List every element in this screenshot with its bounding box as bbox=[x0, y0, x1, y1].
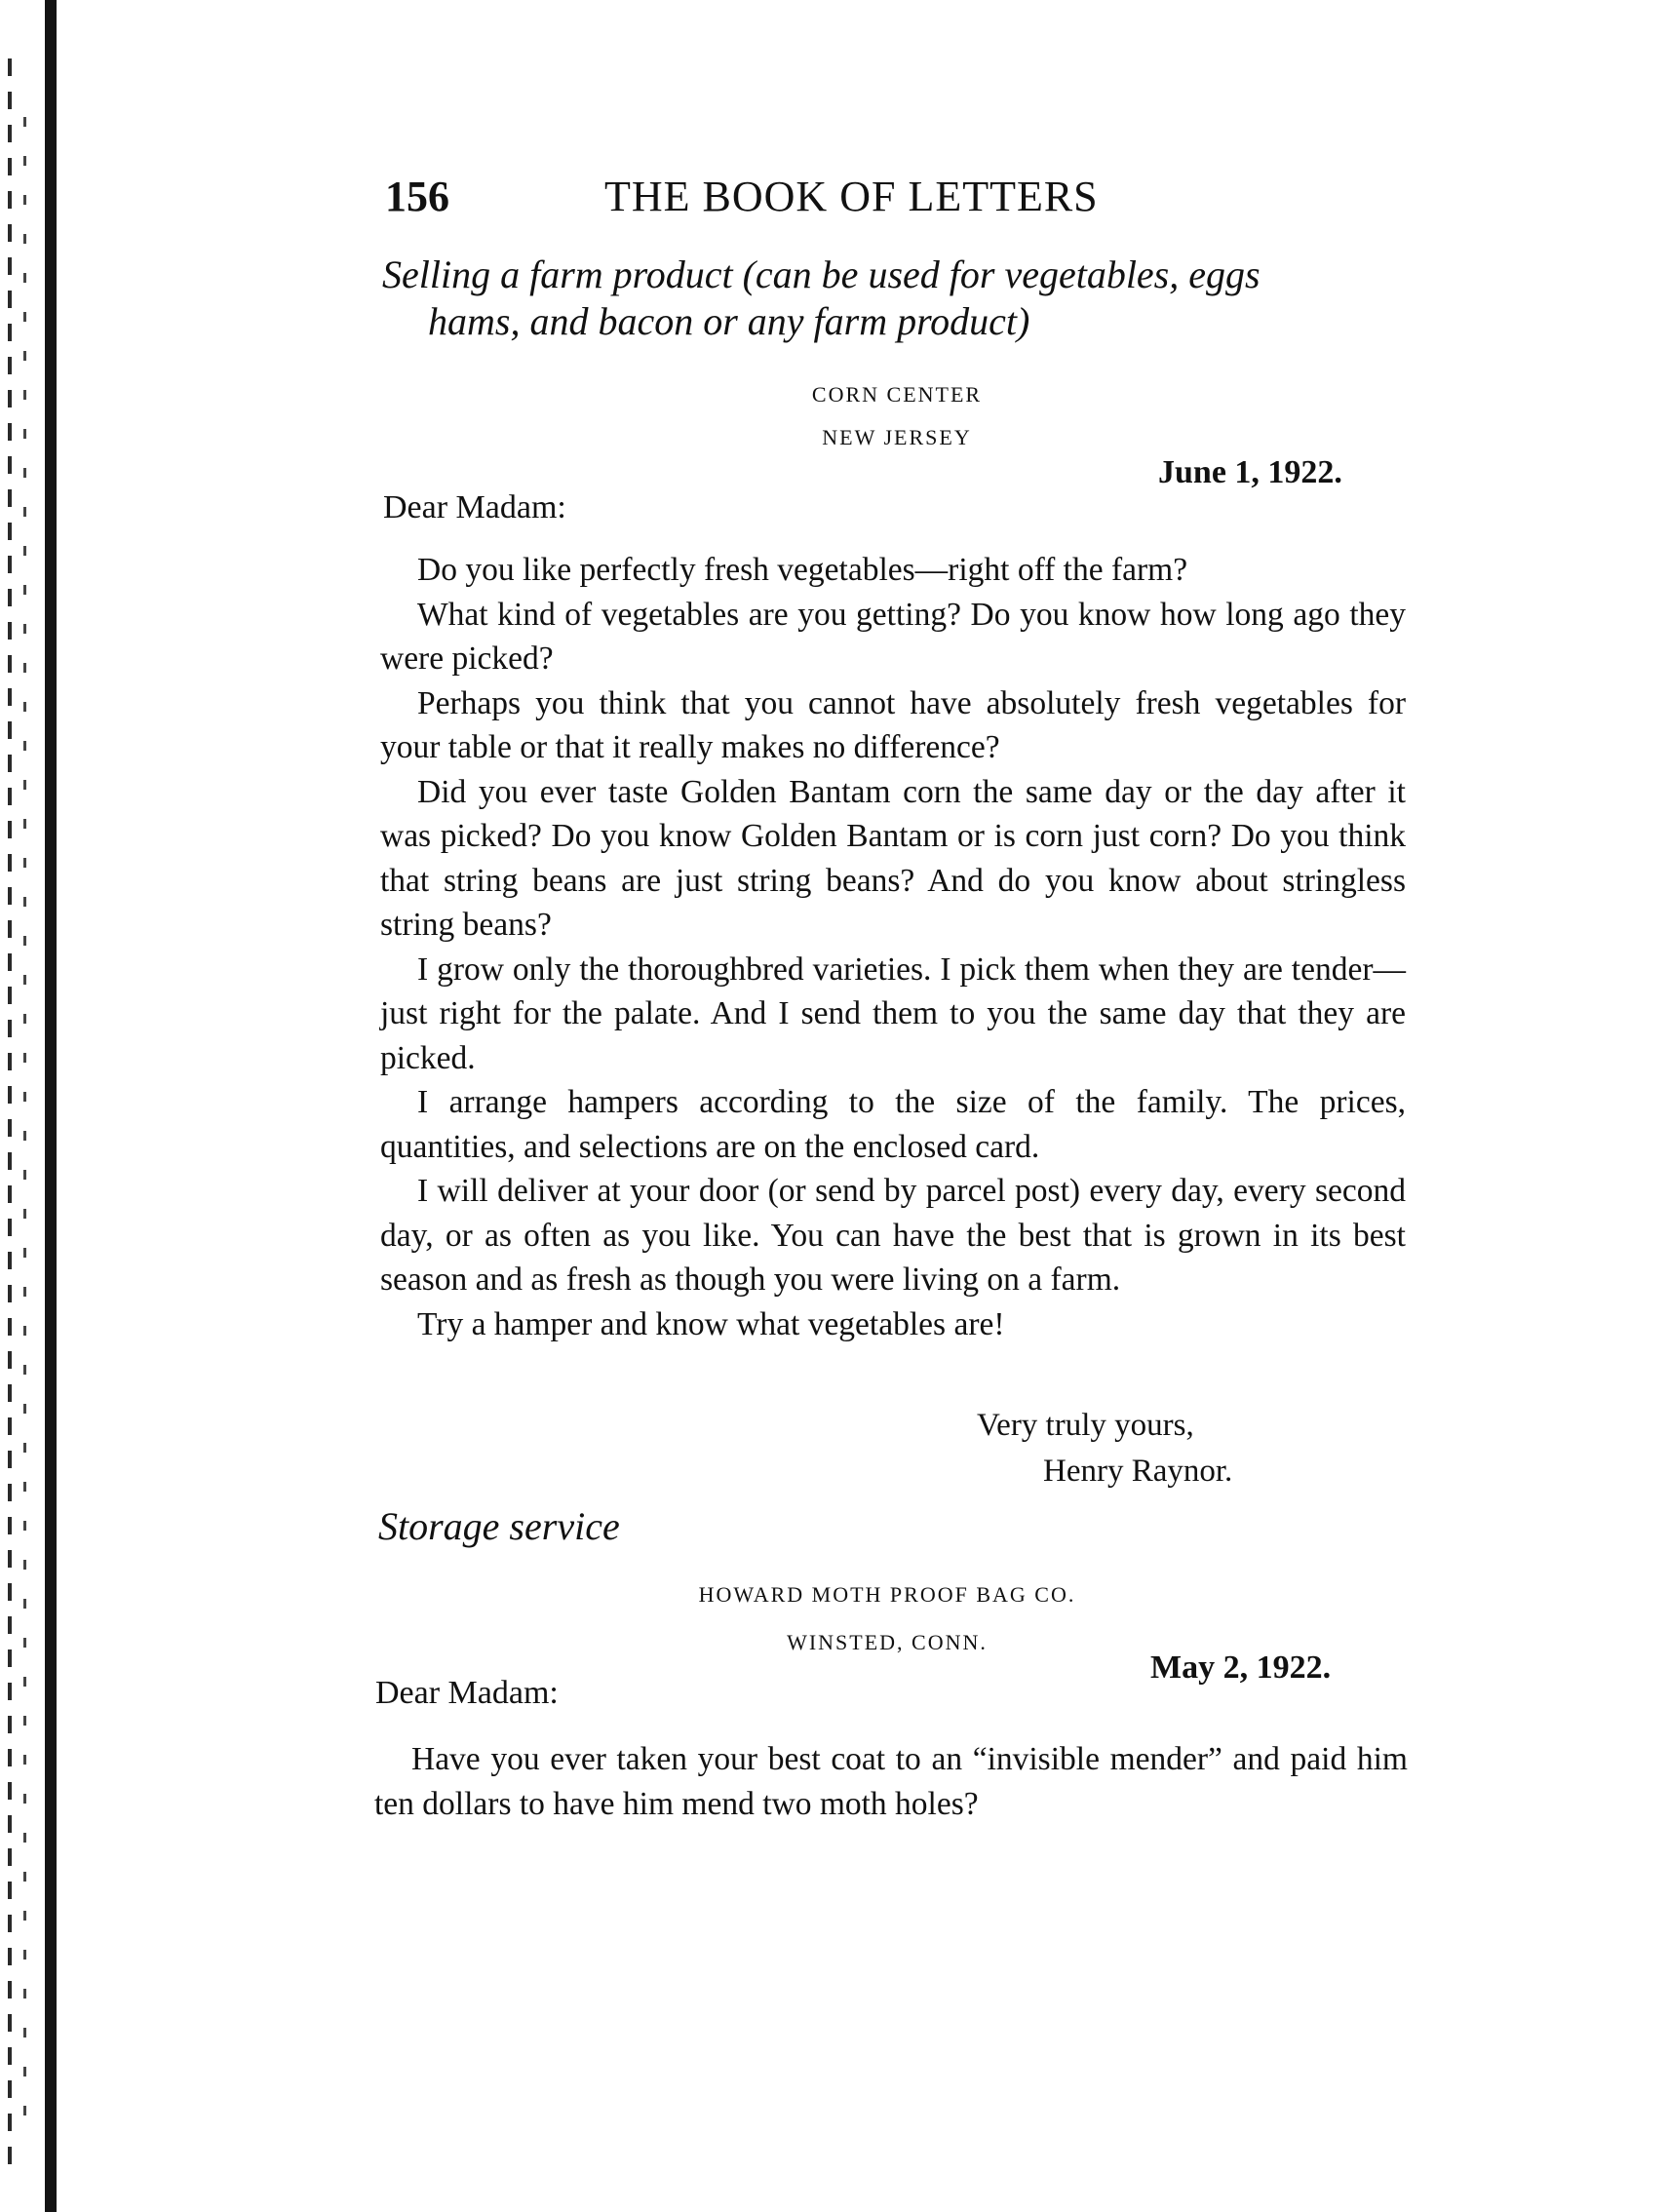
section-title-line: Storage service bbox=[378, 1504, 620, 1548]
signature: Henry Raynor. bbox=[1043, 1454, 1233, 1489]
paragraph: What kind of vegetables are you getting? Do you know how long ago they were picked? bbox=[380, 596, 1406, 677]
paragraph: Perhaps you think that you cannot have absolutely fresh vegetables for your table or that it really makes no difference? bbox=[380, 684, 1406, 765]
paragraph: I arrange hampers according to the size of the family. The prices, quantities, and selections are on the enclosed card. bbox=[380, 1084, 1406, 1165]
paragraph: Try a hamper and know what vegetables are! bbox=[417, 1305, 1005, 1342]
paragraph: Have you ever taken your best coat to an “invisible mender” and paid him ten dollars to have him mend two moth holes? bbox=[374, 1741, 1408, 1822]
letter-body bbox=[380, 548, 1406, 1346]
paragraph: I will deliver at your door (or send by parcel post) every day, every second day, or as often as you like. You can have the best that is grown in its best season and as fresh as though you were living on a farm. bbox=[380, 1173, 1406, 1298]
complimentary-close: Very truly yours, bbox=[977, 1408, 1194, 1443]
paragraph: I grow only the thoroughbred varieties. I pick them when they are tender—just right for the palate. And I send them to you the same day that they are picked. bbox=[380, 951, 1406, 1076]
sender-address-line: HOWARD MOTH PROOF BAG CO. bbox=[698, 1582, 1076, 1607]
letter-body bbox=[374, 1737, 1408, 1826]
sender-address-line: WINSTED, CONN. bbox=[787, 1630, 988, 1654]
salutation: Dear Madam: bbox=[383, 489, 566, 525]
letter-date: May 2, 1922. bbox=[1150, 1649, 1332, 1686]
section-title-farm-product bbox=[382, 252, 1416, 345]
sender-address-line: NEW JERSEY bbox=[822, 425, 972, 449]
paragraph: Do you like perfectly fresh vegetables—right off the farm? bbox=[417, 552, 1188, 588]
section-title-line: hams, and bacon or any farm product) bbox=[428, 299, 1030, 343]
sender-address-line: CORN CENTER bbox=[811, 382, 983, 407]
running-title: THE BOOK OF LETTERS bbox=[604, 173, 1099, 220]
page-header bbox=[385, 168, 1399, 226]
section-title-line: Selling a farm product (can be used for vegetables, eggs bbox=[382, 252, 1261, 296]
paragraph: Did you ever taste Golden Bantam corn the same day or the day after it was picked? Do you know Golden Bantam or is corn just corn? Do you think that string beans are just string beans? And do you know about stringless string beans? bbox=[380, 773, 1406, 943]
page-number: 156 bbox=[385, 173, 449, 220]
salutation: Dear Madam: bbox=[375, 1675, 559, 1711]
letter-date: June 1, 1922. bbox=[1158, 454, 1342, 490]
section-title-storage-service bbox=[378, 1503, 963, 1550]
